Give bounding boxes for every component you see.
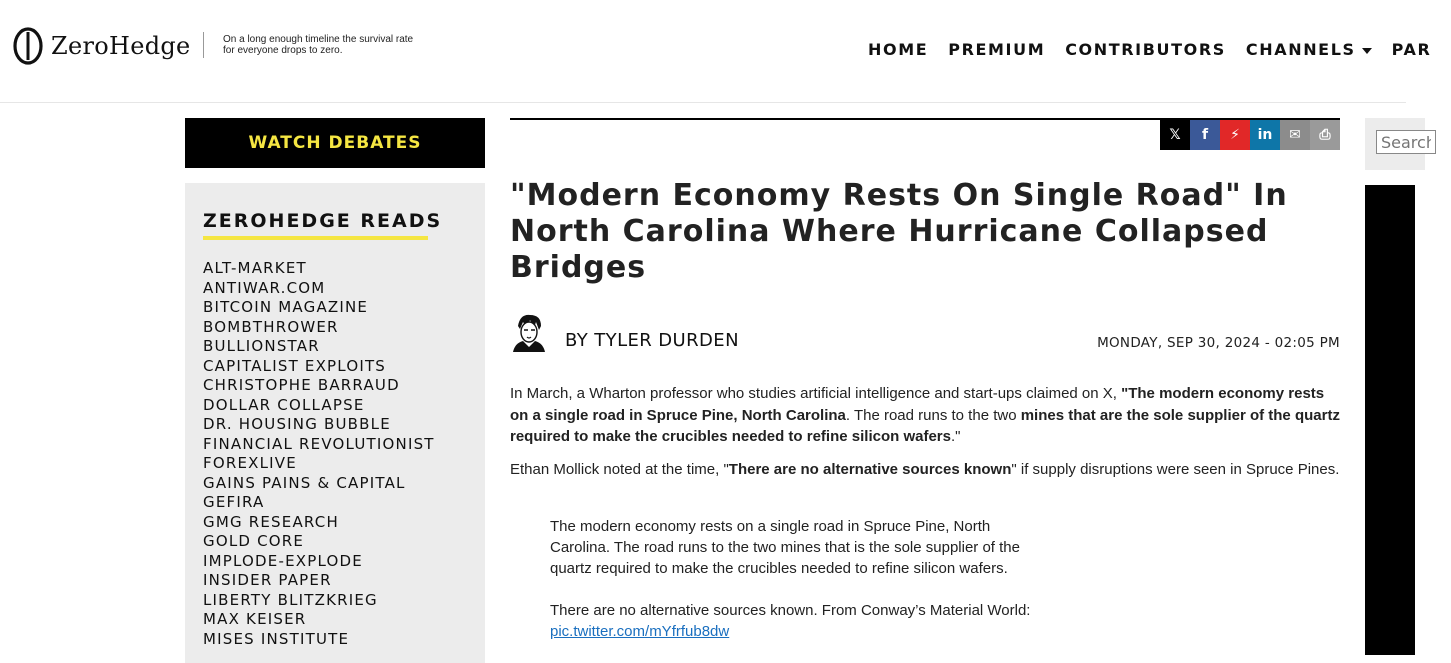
linkedin-share-button[interactable] xyxy=(1250,120,1280,150)
site-logo[interactable] xyxy=(13,26,191,66)
reads-link[interactable]: BITCOIN MAGAZINE xyxy=(203,298,369,316)
nav-partial[interactable]: PAR xyxy=(1391,40,1432,59)
reads-list xyxy=(203,259,435,649)
reads-link[interactable]: INSIDER PAPER xyxy=(203,571,332,589)
share-bar xyxy=(1160,120,1340,150)
author-avatar[interactable] xyxy=(510,312,548,352)
reads-link[interactable]: MAX KEISER xyxy=(203,610,307,628)
zerohedge-reads-panel xyxy=(185,183,485,663)
nav-contributors[interactable]: CONTRIBUTORS xyxy=(1065,40,1226,59)
reads-link[interactable]: MISES INSTITUTE xyxy=(203,629,350,648)
reads-link[interactable]: ANTIWAR.COM xyxy=(203,278,326,297)
bold-text: "The modern economy rests on a single road in Spruce Pine, North Carolina xyxy=(510,385,1325,424)
flipboard-share-button[interactable] xyxy=(1220,120,1250,150)
linkedin-icon: in xyxy=(1257,127,1273,143)
tagline: On a long enough timeline the survival rate for everyone drops to zero. xyxy=(223,34,414,56)
article-headline: "Modern Economy Rests On Single Road" In North Carolina Where Hurricane Collapsed Bridges xyxy=(510,178,1288,285)
flipboard-icon: ⚡ xyxy=(1230,127,1240,143)
reads-link[interactable]: CHRISTOPHE BARRAUD xyxy=(203,376,400,394)
email-share-button[interactable] xyxy=(1280,120,1310,150)
print-icon: ⎙ xyxy=(1319,127,1331,143)
reads-link[interactable]: GMG RESEARCH xyxy=(203,512,339,531)
search-input[interactable] xyxy=(1376,130,1436,154)
main-nav xyxy=(868,40,1451,59)
nav-home[interactable]: HOME xyxy=(868,40,929,59)
paragraph xyxy=(510,459,1340,481)
reads-link[interactable]: FOREXLIVE xyxy=(203,454,297,472)
nav-channels[interactable] xyxy=(1246,40,1372,59)
text-run: . The road runs to the two xyxy=(845,406,1021,424)
reads-link[interactable]: IMPLODE-EXPLODE xyxy=(203,551,363,570)
text-run: Ethan Mollick noted at the time, " xyxy=(510,460,729,478)
tweet-text: There are no alternative sources known. From Conway’s Material World: xyxy=(550,602,1031,619)
paragraph xyxy=(510,383,1340,448)
reads-link[interactable]: BULLIONSTAR xyxy=(203,337,320,355)
x-icon: 𝕏 xyxy=(1169,127,1181,143)
reads-link[interactable]: DOLLAR COLLAPSE xyxy=(203,395,365,414)
bold-text: There are no alternative sources known xyxy=(728,460,1012,478)
email-icon: ✉ xyxy=(1289,127,1301,143)
reads-link[interactable]: GAINS PAINS & CAPITAL xyxy=(203,473,406,492)
reads-link[interactable]: FINANCIAL REVOLUTIONIST xyxy=(203,434,435,453)
facebook-icon: f xyxy=(1201,127,1209,143)
reads-title: ZEROHEDGE READS xyxy=(203,210,443,232)
reads-link[interactable]: BOMBTHROWER xyxy=(203,317,339,336)
text-run: In March, a Wharton professor who studies artificial intelligence and start-ups claimed on X, xyxy=(510,385,1122,402)
bold-text: mines that are the sole supplier of the quartz required to make the crucibles needed to refine silicon wafers xyxy=(510,406,1340,445)
text-run: " if supply disruptions were seen in Spruce Pines. xyxy=(1011,460,1340,478)
reads-link[interactable]: CAPITALIST EXPLOITS xyxy=(203,356,387,375)
nav-premium[interactable]: PREMIUM xyxy=(948,40,1046,59)
chevron-down-icon xyxy=(1362,48,1372,54)
nav-channels-label: CHANNELS xyxy=(1245,40,1356,59)
print-button[interactable] xyxy=(1310,120,1340,150)
article-date: MONDAY, SEP 30, 2024 - 02:05 PM xyxy=(1097,335,1340,351)
zerohedge-logo-icon xyxy=(13,27,43,65)
site-header xyxy=(0,0,1432,103)
reads-link[interactable]: ALT-MARKET xyxy=(203,259,307,277)
reads-link[interactable]: GEFIRA xyxy=(203,493,265,511)
embedded-tweet xyxy=(550,516,1050,642)
logo-divider xyxy=(203,32,204,58)
facebook-share-button[interactable] xyxy=(1190,120,1220,150)
logo-text: ZeroHedge xyxy=(51,32,191,60)
x-share-button[interactable] xyxy=(1160,120,1190,150)
reads-link[interactable]: GOLD CORE xyxy=(203,532,305,550)
right-ad-block xyxy=(1365,185,1415,655)
watch-debates-button[interactable]: WATCH DEBATES xyxy=(185,118,485,168)
reads-link[interactable]: DR. HOUSING BUBBLE xyxy=(203,415,391,433)
article-body xyxy=(510,383,1340,491)
tweet-image-link[interactable]: pic.twitter.com/mYfrfub8dw xyxy=(550,623,730,640)
reads-title-underline xyxy=(203,236,428,240)
author-byline[interactable]: BY TYLER DURDEN xyxy=(565,330,739,351)
reads-link[interactable]: LIBERTY BLITZKRIEG xyxy=(203,590,378,609)
text-run: ." xyxy=(950,428,961,445)
tweet-text: The modern economy rests on a single road in Spruce Pine, North Carolina. The road runs to the two mines that is the sole supplier of the quartz required to make the crucibles needed to refine silicon wafers. xyxy=(550,518,1020,577)
search-panel xyxy=(1365,118,1425,170)
